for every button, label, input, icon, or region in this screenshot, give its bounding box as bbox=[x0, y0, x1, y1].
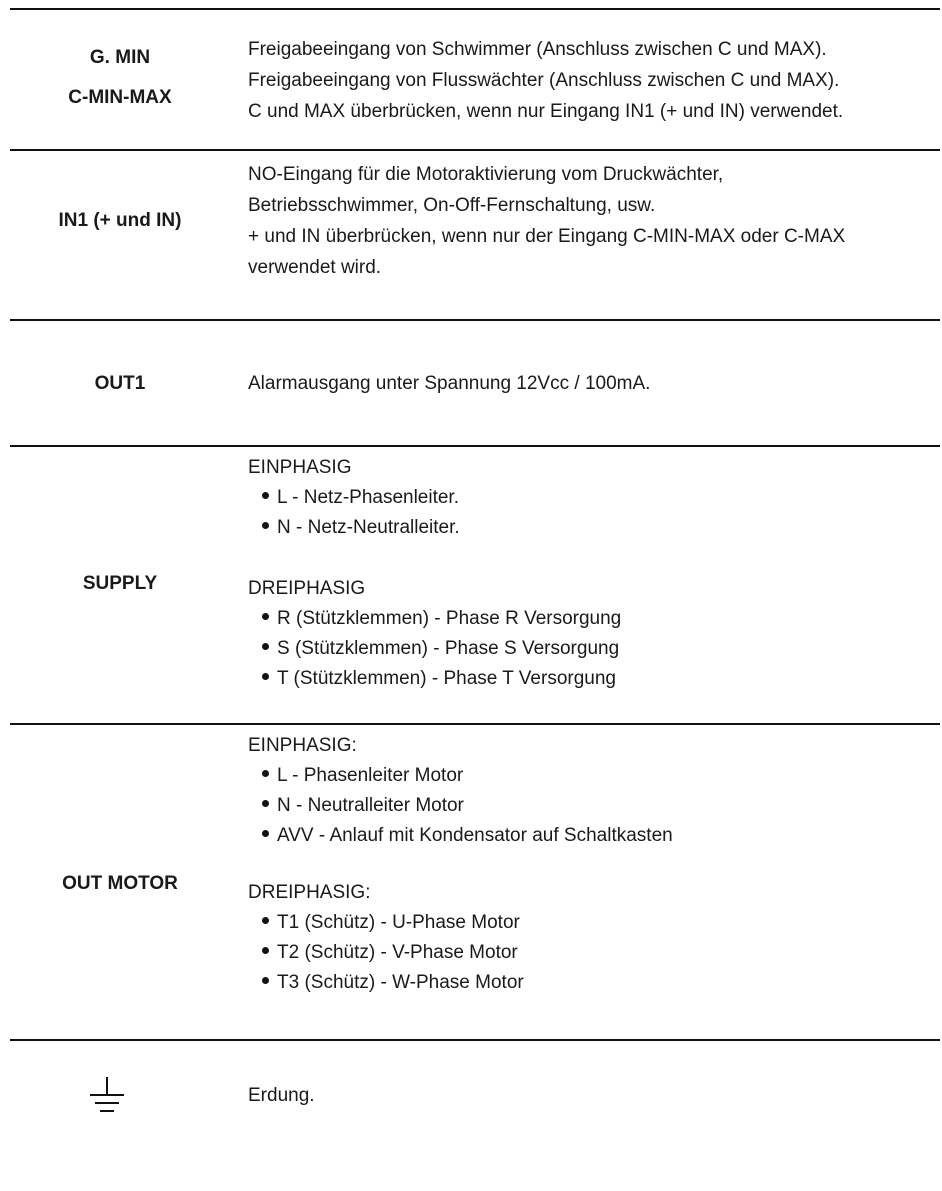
desc-line: Alarmausgang unter Spannung 12Vcc / 100mA. bbox=[248, 373, 651, 394]
bullet-icon bbox=[262, 800, 269, 807]
row-desc-gmin bbox=[248, 34, 938, 127]
bullet-icon bbox=[262, 830, 269, 837]
bullet-icon bbox=[262, 770, 269, 777]
row-desc-ground bbox=[248, 1080, 938, 1111]
list-item: S (Stützklemmen) - Phase S Versorgung bbox=[248, 634, 938, 664]
list-item: N - Netz-Neutralleiter. bbox=[248, 513, 938, 543]
desc-line: C und MAX überbrücken, wenn nur Eingang IN1 (+ und IN) verwendet. bbox=[248, 101, 844, 122]
desc-line: Freigabeeingang von Flusswächter (Anschluss zwischen C und MAX). bbox=[248, 70, 840, 91]
desc-line: + und IN überbrücken, wenn nur der Eingang C-MIN-MAX oder C-MAX bbox=[248, 226, 846, 247]
rule-2 bbox=[10, 319, 940, 321]
rule-top bbox=[10, 8, 940, 10]
bullet-icon bbox=[262, 673, 269, 680]
list-item: T3 (Schütz) - W-Phase Motor bbox=[248, 968, 938, 998]
bullet-icon bbox=[262, 917, 269, 924]
bullet-icon bbox=[262, 613, 269, 620]
desc-line: NO-Eingang für die Motoraktivierung vom Druckwächter, bbox=[248, 164, 724, 185]
list-three-phase bbox=[248, 908, 938, 998]
subheading-three-phase: DREIPHASIG bbox=[248, 578, 366, 599]
subheading-single-phase: EINPHASIG: bbox=[248, 735, 357, 756]
subheading-three-phase: DREIPHASIG: bbox=[248, 882, 371, 903]
list-single-phase bbox=[248, 761, 938, 851]
row-label-gmin bbox=[10, 38, 230, 118]
row-out-motor bbox=[10, 730, 940, 1035]
list-item: T (Stützklemmen) - Phase T Versorgung bbox=[248, 664, 938, 694]
row-desc-out-motor bbox=[248, 730, 938, 998]
row-in1 bbox=[10, 159, 940, 309]
row-supply bbox=[10, 452, 940, 722]
desc-line: Betriebsschwimmer, On-Off-Fernschaltung, usw. bbox=[248, 195, 656, 216]
rule-1 bbox=[10, 149, 940, 151]
label-line: G. MIN bbox=[89, 47, 151, 68]
row-label-supply: SUPPLY bbox=[82, 573, 158, 594]
bullet-icon bbox=[262, 977, 269, 984]
row-ground bbox=[10, 1080, 940, 1120]
list-item: AVV - Anlauf mit Kondensator auf Schaltkasten bbox=[248, 821, 938, 851]
subheading-single-phase: EINPHASIG bbox=[248, 457, 352, 478]
row-desc-supply bbox=[248, 452, 938, 694]
list-item: L - Phasenleiter Motor bbox=[248, 761, 938, 791]
list-item: R (Stützklemmen) - Phase R Versorgung bbox=[248, 604, 938, 634]
row-label-out1: OUT1 bbox=[94, 373, 146, 394]
list-item: L - Netz-Phasenleiter. bbox=[248, 483, 938, 513]
list-three-phase bbox=[248, 604, 938, 694]
row-gmin bbox=[10, 34, 940, 144]
desc-line: Freigabeeingang von Schwimmer (Anschluss zwischen C und MAX). bbox=[248, 39, 827, 60]
desc-line: Erdung. bbox=[248, 1085, 315, 1106]
list-item: N - Neutralleiter Motor bbox=[248, 791, 938, 821]
list-item: T1 (Schütz) - U-Phase Motor bbox=[248, 908, 938, 938]
bullet-icon bbox=[262, 947, 269, 954]
row-label-in1: IN1 (+ und IN) bbox=[58, 210, 182, 231]
row-desc-in1 bbox=[248, 159, 938, 283]
bullet-icon bbox=[262, 643, 269, 650]
list-single-phase bbox=[248, 483, 938, 543]
desc-line: verwendet wird. bbox=[248, 257, 382, 278]
row-out1 bbox=[10, 364, 940, 404]
bullet-icon bbox=[262, 492, 269, 499]
rule-3 bbox=[10, 445, 940, 447]
bullet-icon bbox=[262, 522, 269, 529]
label-line: C-MIN-MAX bbox=[68, 87, 172, 108]
row-label-out-motor: OUT MOTOR bbox=[62, 873, 178, 894]
rule-4 bbox=[10, 723, 940, 725]
list-item: T2 (Schütz) - V-Phase Motor bbox=[248, 938, 938, 968]
rule-5 bbox=[10, 1039, 940, 1041]
row-desc-out1 bbox=[248, 368, 938, 399]
